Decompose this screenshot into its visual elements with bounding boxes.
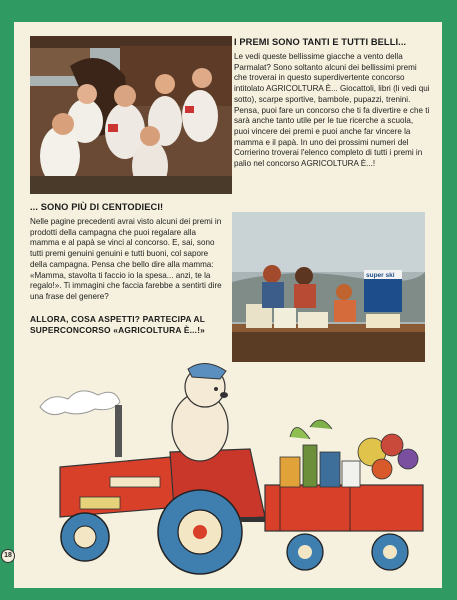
heading-centodieci: ... SONO PIÙ DI CENTODIECI! — [30, 202, 164, 212]
photo-children-with-horse — [30, 36, 232, 194]
call-to-action: ALLORA, COSA ASPETTI? PARTECIPA AL SUPERCONCORSO «AGRICOLTURA È...!» — [30, 314, 206, 335]
book-cover-label: super ski — [366, 272, 395, 279]
page-number: 18 — [1, 549, 15, 563]
smoke-cloud — [40, 391, 120, 415]
paragraph-premi: Le vedi queste bellissime giacche a vento della Parmalat? Sono soltanto alcuni dei bellissimi premi che troverai in questo superdivertente concorso intitolato AGRICOLTURA È... Giocattoli, libri (li vedi qui sotto), scarpe sportive, bambole, pupazzi, trenini. Pensa, puoi fare un concorso che ti fa divertire e che ti sarà anche tanto utile per le tue ricerche a scuola, puoi vincere dei premi e puoi anche far vincere la mamma e il papà. In uno dei prossimi numeri del Corrierino troverai l'elenco completo di tutti i premi in palio nel concorso AGRICOLTURA È...! — [234, 52, 430, 169]
paragraph-centodieci: Nelle pagine precedenti avrai visto alcuni dei premi in prodotti della campagna che puoi regalare alla mamma e al papà se vinci al concorso. E, sai, sono tutti premi genuini genuini e tutti buoni, col sapore della campagna. Pensa che bello dire alla mamma: «Mamma, stavolta ti faccio io la spesa... anzi, te la regalo!». Ti immagini che faccia farebbe a sentirti dire una frase del genere? — [30, 217, 222, 301]
exhaust-pipe — [115, 405, 122, 457]
photo-dolls-and-books — [232, 212, 425, 362]
trailer-cart — [265, 485, 423, 531]
illustration-tractor — [20, 357, 438, 585]
produce-basket — [280, 420, 418, 487]
magazine-page — [14, 22, 442, 588]
heading-premi: I PREMI SONO TANTI E TUTTI BELLI... — [234, 37, 407, 47]
